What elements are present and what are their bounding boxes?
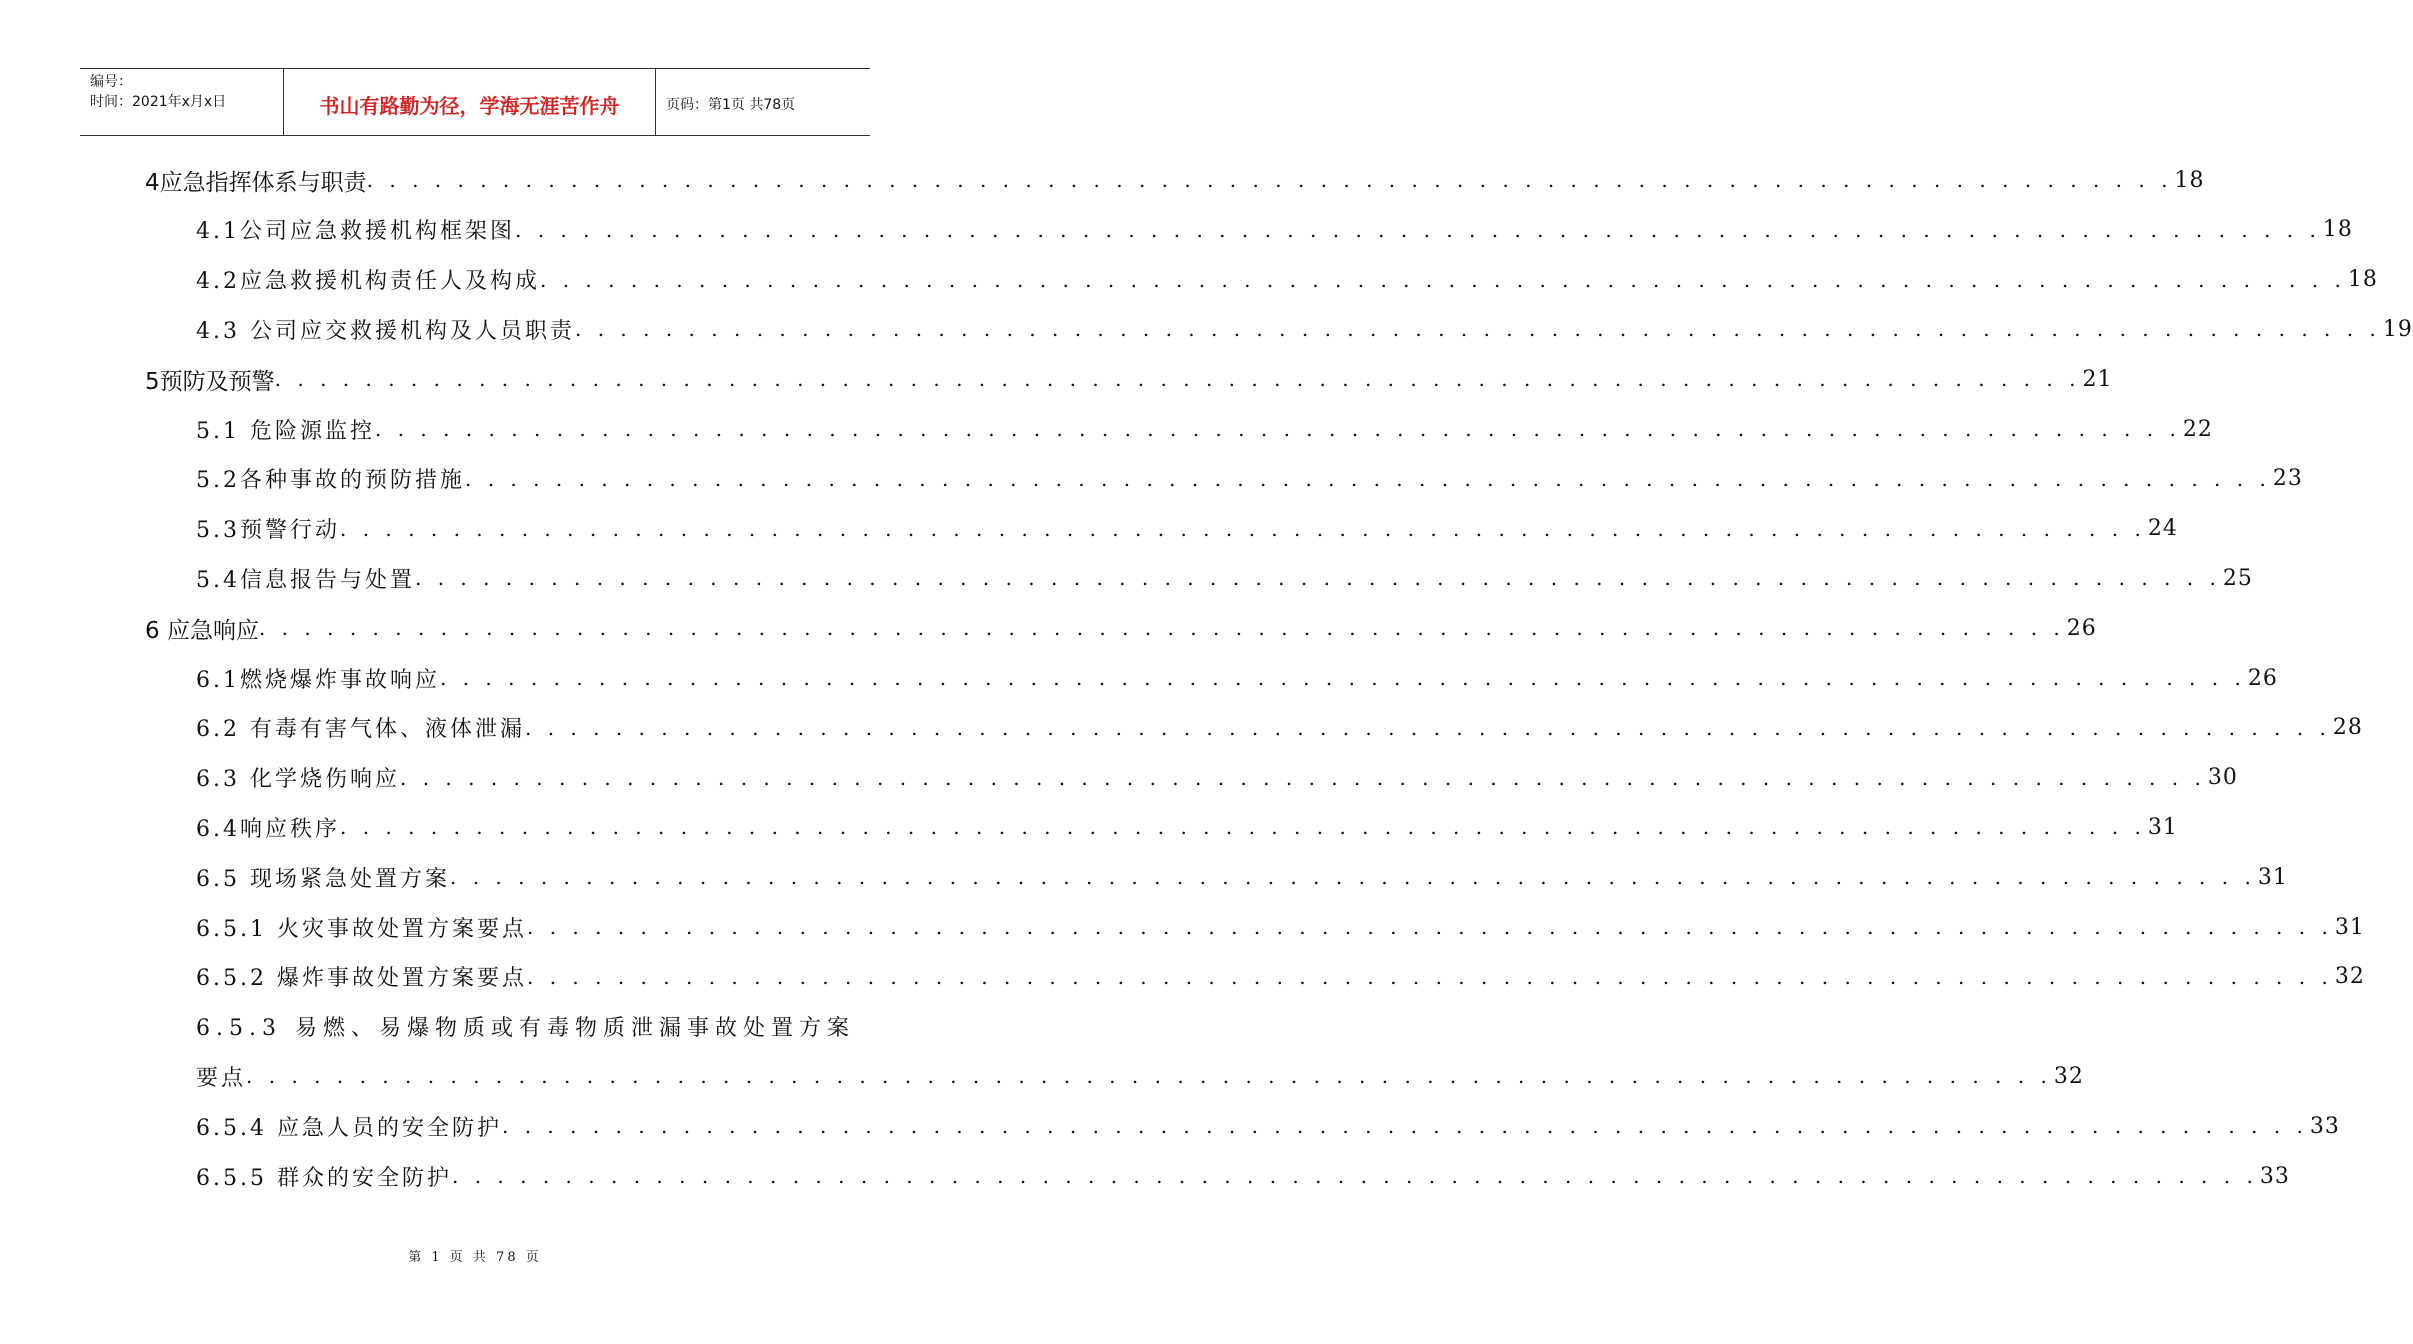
toc-entry[interactable]: [196, 957, 2365, 997]
toc-entry[interactable]: [196, 1056, 2084, 1096]
header-motto: 书山有路勤为径，学海无涯苦作舟: [284, 69, 656, 135]
toc-entry-page: 30: [2207, 765, 2238, 791]
toc-entry-page: 33: [2259, 1163, 2290, 1189]
toc-entry-page: 22: [2182, 416, 2213, 442]
page-header: [80, 68, 870, 136]
toc-entry[interactable]: [145, 359, 2113, 399]
toc-entry[interactable]: [196, 857, 2288, 897]
toc-entry-title: 6.2 有毒有害气体、液体泄漏: [196, 717, 525, 743]
page-footer: 第 1 页 共 78 页: [408, 1250, 542, 1265]
toc-dot-leader: . . . . . . . . . . . . . . . . . . . . . . . . . . . . . . . . . . . . . . . . . . . . . . . . . . . . . . . . . . . . . . . . . . . . . . . . . . . . . . . .: [374, 417, 2181, 441]
toc-entry-title: 6.5.4 应急人员的安全防护: [196, 1115, 502, 1141]
toc-entry-title: 4.3 公司应交救援机构及人员职责: [196, 318, 575, 344]
toc-entry-page: 21: [2082, 366, 2113, 392]
toc-entry-title: 6.5.2 爆炸事故处置方案要点: [196, 966, 527, 992]
header-page-info: 页码：第1页 共78页: [666, 97, 796, 113]
toc-entry-title: 6.5.1 火灾事故处置方案要点: [196, 916, 527, 942]
toc-dot-leader: . . . . . . . . . . . . . . . . . . . . . . . . . . . . . . . . . . . . . . . . . . . . . . . . . . . . . . . . . . . . . . . . . . . . . . . . . . . . . . . .: [451, 1164, 2258, 1188]
toc-entry-page: 32: [2334, 964, 2365, 990]
toc-entry[interactable]: [196, 658, 2278, 698]
toc-entry-page: 25: [2222, 565, 2253, 591]
toc-entry-page: 26: [2066, 615, 2097, 641]
toc-entry-page: 31: [2257, 864, 2288, 890]
toc-entry-page: 19: [2382, 316, 2413, 342]
toc-dot-leader: . . . . . . . . . . . . . . . . . . . . . . . . . . . . . . . . . . . . . . . . . . . . . . . . . . . . . . . . . . . . . . . . . . . . . . . . . . . . . . . .: [399, 765, 2206, 790]
toc-entry[interactable]: [196, 409, 2213, 449]
toc-dot-leader: . . . . . . . . . . . . . . . . . . . . . . . . . . . . . . . . . . . . . . . . . . . . . . . . . . . . . . . . . . . . . . . . . . . . . . . . . . . . . . . .: [340, 516, 2146, 541]
toc-dot-leader: . . . . . . . . . . . . . . . . . . . . . . . . . . . . . . . . . . . . . . . . . . . . . . . . . . . . . . . . . . . . . . . . . . . . . . . . . . . . . . . .: [340, 815, 2146, 840]
toc-entry-title: 6.4响应秩序: [196, 816, 340, 842]
toc-entry-page: 18: [2347, 267, 2378, 293]
toc-entry-page: 28: [2332, 715, 2363, 741]
toc-entry[interactable]: [196, 708, 2363, 748]
toc-entry-title: 5.4信息报告与处置: [196, 567, 415, 593]
toc-entry[interactable]: [145, 608, 2097, 648]
toc-dot-leader: . . . . . . . . . . . . . . . . . . . . . . . . . . . . . . . . . . . . . . . . . . . . . . . . . . . . . . . . . . . . . . . . . . . . . . . . . . . . . . . .: [526, 964, 2333, 989]
toc-entry[interactable]: [196, 509, 2178, 549]
toc-dot-leader: . . . . . . . . . . . . . . . . . . . . . . . . . . . . . . . . . . . . . . . . . . . . . . . . . . . . . . . . . . . . . . . . . . . . . . . . . . . . . . . .: [440, 666, 2246, 690]
toc-entry-title: 5.2各种事故的预防措施: [196, 468, 465, 494]
toc-entry[interactable]: [196, 558, 2253, 598]
document-number-label: 编号：: [90, 74, 132, 90]
toc-entry-title: 4.1公司应急救援机构框架图: [196, 219, 515, 245]
toc-dot-leader: . . . . . . . . . . . . . . . . . . . . . . . . . . . . . . . . . . . . . . . . . . . . . . . . . . . . . . . . . . . . . . . . . . . . . . . . . . . . . . . .: [465, 466, 2271, 491]
toc-entry-title: 6.3 化学烧伤响应: [196, 767, 400, 793]
toc-entry-page: 31: [2334, 914, 2365, 940]
toc-entry-page: 31: [2147, 814, 2178, 840]
toc-entry-page: 18: [2322, 217, 2353, 243]
toc-dot-leader: . . . . . . . . . . . . . . . . . . . . . . . . . . . . . . . . . . . . . . . . . . . . . . . . . . . . . . . . . . . . . . . . . . . . . . . . . . . . . . . .: [366, 168, 2173, 192]
toc-dot-leader: . . . . . . . . . . . . . . . . . . . . . . . . . . . . . . . . . . . . . . . . . . . . . . . . . . . . . . . . . . . . . . . . . . . . . . . . . . . . . . . .: [524, 715, 2331, 740]
toc-entry-title: 5.1 危险源监控: [196, 418, 375, 444]
toc-entry[interactable]: [196, 210, 2353, 250]
toc-entry-page: 24: [2147, 516, 2178, 542]
toc-dot-leader: . . . . . . . . . . . . . . . . . . . . . . . . . . . . . . . . . . . . . . . . . . . . . . . . . . . . . . . . . . . . . . . . . . . . . . . . . . . . . . . .: [574, 317, 2381, 342]
toc-entry-title: 5预防及预警: [145, 368, 275, 395]
toc-entry[interactable]: [196, 1156, 2290, 1196]
toc-entry[interactable]: [196, 309, 2413, 349]
toc-entry[interactable]: [196, 459, 2303, 499]
toc-entry-title: 6 应急响应: [145, 617, 259, 644]
toc-dot-leader: . . . . . . . . . . . . . . . . . . . . . . . . . . . . . . . . . . . . . . . . . . . . . . . . . . . . . . . . . . . . . . . . . . . . . . . . . . . . . . . .: [274, 367, 2081, 392]
toc-entry-title: 5.3预警行动: [196, 518, 340, 544]
toc-dot-leader: . . . . . . . . . . . . . . . . . . . . . . . . . . . . . . . . . . . . . . . . . . . . . . . . . . . . . . . . . . . . . . . . . . . . . . . . . . . . . . . .: [258, 616, 2065, 641]
toc-entry-page: 18: [2174, 167, 2205, 193]
toc-dot-leader: . . . . . . . . . . . . . . . . . . . . . . . . . . . . . . . . . . . . . . . . . . . . . . . . . . . . . . . . . . . . . . . . . . . . . . . . . . . . . . . .: [501, 1114, 2308, 1139]
toc-entry[interactable]: [196, 1106, 2340, 1146]
toc-entry-title: 6.5 现场紧急处置方案: [196, 866, 450, 892]
toc-dot-leader: . . . . . . . . . . . . . . . . . . . . . . . . . . . . . . . . . . . . . . . . . . . . . . . . . . . . . . . . . . . . . . . . . . . . . . . . . . . . . . . .: [526, 915, 2333, 939]
toc-entry[interactable]: [196, 1007, 855, 1047]
header-meta: [80, 69, 284, 135]
toc-entry-title: 6.1燃烧爆炸事故响应: [196, 667, 440, 693]
toc-entry-title: 4应急指挥体系与职责: [145, 169, 367, 196]
toc-entry[interactable]: [145, 160, 2205, 200]
toc-entry-title: 6.5.3 易燃、易爆物质或有毒物质泄漏事故处置方案: [196, 1016, 855, 1042]
toc-entry-page: 26: [2247, 665, 2278, 691]
toc-dot-leader: . . . . . . . . . . . . . . . . . . . . . . . . . . . . . . . . . . . . . . . . . . . . . . . . . . . . . . . . . . . . . . . . . . . . . . . . . . . . . . . .: [540, 267, 2346, 292]
toc-dot-leader: . . . . . . . . . . . . . . . . . . . . . . . . . . . . . . . . . . . . . . . . . . . . . . . . . . . . . . . . . . . . . . . . . . . . . . . . . . . . . . . .: [246, 1064, 2052, 1089]
toc-entry-page: 23: [2272, 466, 2303, 492]
toc-dot-leader: . . . . . . . . . . . . . . . . . . . . . . . . . . . . . . . . . . . . . . . . . . . . . . . . . . . . . . . . . . . . . . . . . . . . . . . . . . . . . . . .: [515, 217, 2321, 242]
toc-dot-leader: . . . . . . . . . . . . . . . . . . . . . . . . . . . . . . . . . . . . . . . . . . . . . . . . . . . . . . . . . . . . . . . . . . . . . . . . . . . . . . . .: [415, 566, 2221, 591]
toc-entry-title: 6.5.5 群众的安全防护: [196, 1165, 452, 1191]
toc-entry[interactable]: [196, 758, 2238, 798]
toc-dot-leader: . . . . . . . . . . . . . . . . . . . . . . . . . . . . . . . . . . . . . . . . . . . . . . . . . . . . . . . . . . . . . . . . . . . . . . . . . . . . . . . .: [449, 865, 2256, 890]
toc-entry[interactable]: [196, 907, 2365, 947]
toc-entry-title: 4.2应急救援机构责任人及构成: [196, 269, 540, 295]
toc-entry-title: 要点: [196, 1065, 247, 1091]
toc-entry[interactable]: [196, 260, 2378, 300]
document-time-label: 时间：2021年x月x日: [90, 94, 227, 110]
toc-entry[interactable]: [196, 807, 2178, 847]
toc-entry-page: 33: [2309, 1113, 2340, 1139]
toc-entry-page: 32: [2053, 1063, 2084, 1089]
